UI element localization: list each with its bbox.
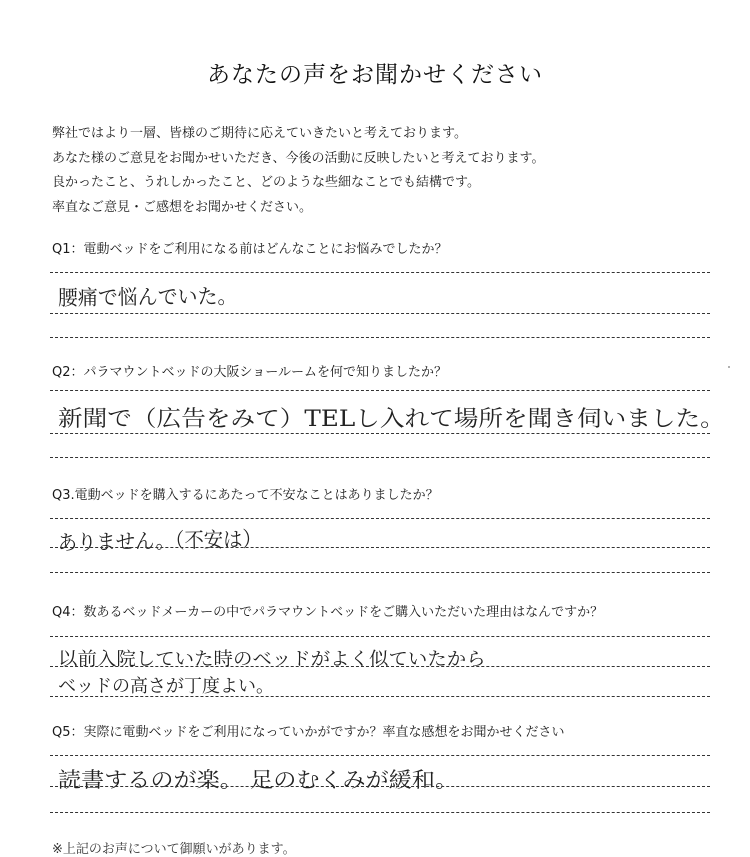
answer-line — [50, 636, 710, 637]
question-5-label: Q5：実際に電動ベッドをご利用になっていかがですか？率直な感想をお聞かせください — [52, 725, 565, 740]
answer-line — [50, 457, 710, 458]
question-5-answer: 読書するのが楽。 足のむくみが緩和。 — [58, 768, 459, 792]
question-3-answer: ありません。（不安は） — [57, 527, 262, 556]
intro-text — [52, 122, 544, 220]
answer-line — [50, 337, 710, 338]
answer-line — [50, 433, 710, 434]
intro-line: 弊社ではより一層、皆様のご期待に応えていきたいと考えております。 — [52, 126, 467, 141]
footnote: ※上記のお声について御願いがあります。 — [52, 842, 296, 857]
answer-line — [50, 390, 710, 391]
question-2-label: Q2：パラマウントベッドの大阪ショールームを何で知りましたか？ — [52, 365, 447, 380]
form-title: あなたの声をお聞かせください — [207, 62, 543, 88]
intro-line: 率直なご意見・ご感想をお聞かせください。 — [52, 199, 313, 215]
question-4-answer-line-2: ベッドの高さが丁度よい。 — [58, 676, 274, 697]
answer-line — [50, 572, 710, 573]
answer-line — [50, 518, 710, 519]
answer-line — [50, 313, 710, 314]
scan-speck — [728, 366, 730, 368]
question-4-answer-line-1: 以前入院していた時のベッドがよく似ていたから — [58, 649, 486, 670]
answer-line — [50, 696, 710, 697]
answer-line — [50, 786, 710, 787]
question-1-answer: 腰痛で悩んでいた。 — [57, 284, 238, 311]
question-1-label: Q1：電動ベッドをご利用になる前はどんなことにお悩みでしたか？ — [52, 242, 448, 257]
intro-line: 良かったこと、うれしかったこと、どのような些細なことでも結構です。 — [52, 175, 480, 190]
question-2-answer: 新聞で（広告をみて）TELし入れて場所を聞き伺いました。 — [58, 407, 725, 432]
answer-line — [50, 547, 710, 548]
answer-line — [50, 755, 710, 756]
intro-line: あなた様のご意見をお聞かせいただき、今後の活動に反映したいと考えております。 — [52, 150, 545, 166]
question-4-label: Q4：数あるベッドメーカーの中でパラマウントベッドをご購入いただいた理由はなんですか？ — [52, 605, 604, 620]
question-3-label: Q3.電動ベッドを購入するにあたって不安なことはありましたか？ — [52, 488, 439, 503]
answer-line — [50, 272, 710, 273]
answer-line — [50, 812, 710, 813]
answer-line — [50, 666, 710, 667]
